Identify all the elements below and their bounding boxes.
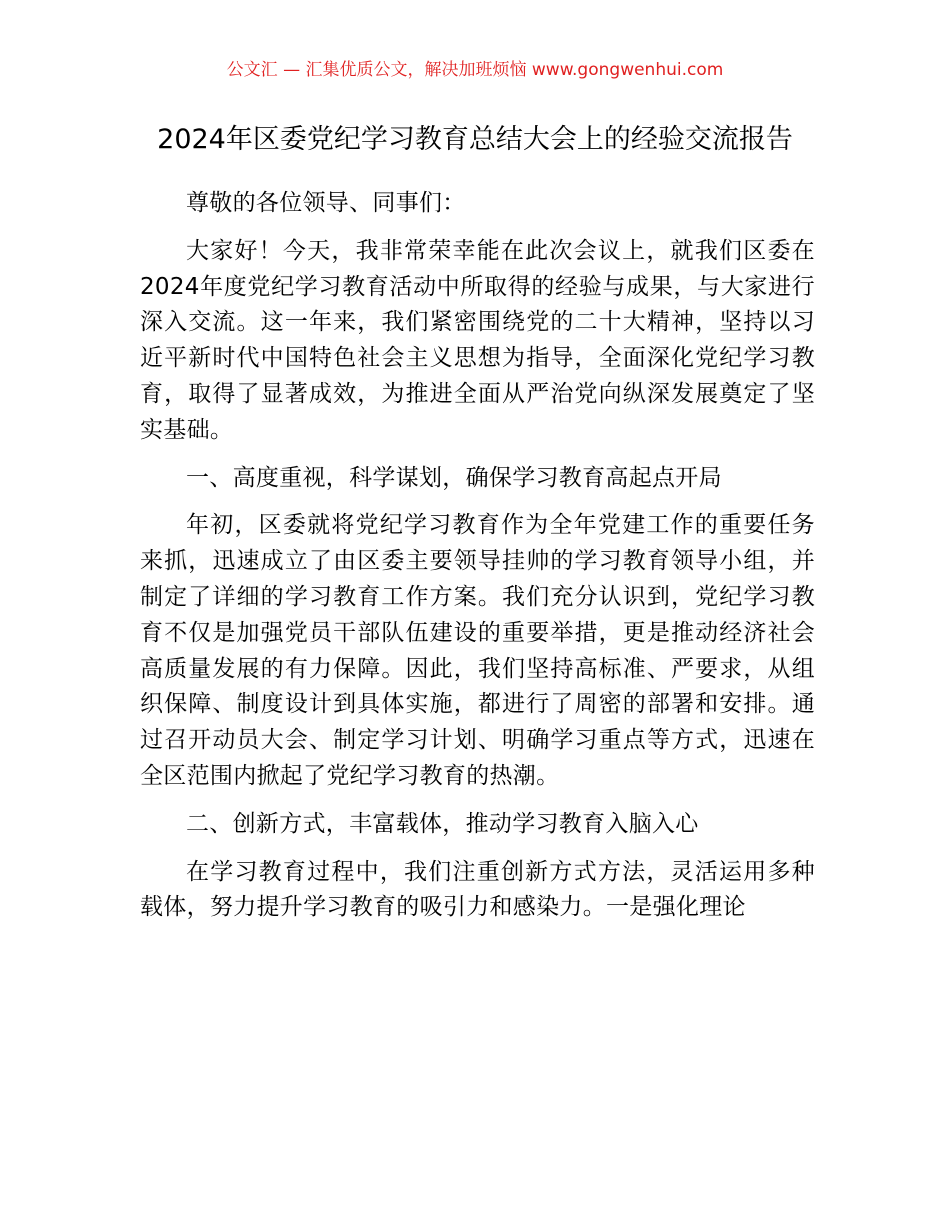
section-paragraph-1: 年初，区委就将党纪学习教育作为全年党建工作的重要任务来抓，迅速成立了由区委主要领导挂帅的学习教育领导小组，并制定了详细的学习教育工作方案。我们充分认识到，党纪学习教育不仅是加强党员干部队伍建设的重要举措，更是推动经济社会高质量发展的有力保障。因此，我们坚持高标准、严要求，从组织保障、制度设计到具体实施，都进行了周密的部署和安排。通过召开动员大会、制定学习计划、明确学习重点等方式，迅速在全区范围内掀起了党纪学习教育的热潮。 xyxy=(140,512,815,789)
section-heading-1: 一、高度重视，科学谋划，确保学习教育高起点开局 xyxy=(186,464,722,491)
document-body xyxy=(140,186,815,938)
intro-paragraph: 大家好！今天，我非常荣幸能在此次会议上，就我们区委在2024年度党纪学习教育活动中所取得的经验与成果，与大家进行深入交流。这一年来，我们紧密围绕党的二十大精神，坚持以习近平新时代中国特色社会主义思想为指导，全面深化党纪学习教育，取得了显著成效，为推进全面从严治党向纵深发展奠定了坚实基础。 xyxy=(140,237,815,443)
header-banner[interactable]: 公文汇 — 汇集优质公文，解决加班烦恼 www.gongwenhui.com xyxy=(226,60,724,80)
document-title: 2024年区委党纪学习教育总结大会上的经验交流报告 xyxy=(157,124,793,155)
section-heading-2: 二、创新方式，丰富载体，推动学习教育入脑入心 xyxy=(186,810,699,837)
section-paragraph-2: 在学习教育过程中，我们注重创新方式方法，灵活运用多种载体，努力提升学习教育的吸引力和感染力。一是强化理论 xyxy=(140,858,815,921)
salutation: 尊敬的各位领导、同事们： xyxy=(186,190,466,216)
